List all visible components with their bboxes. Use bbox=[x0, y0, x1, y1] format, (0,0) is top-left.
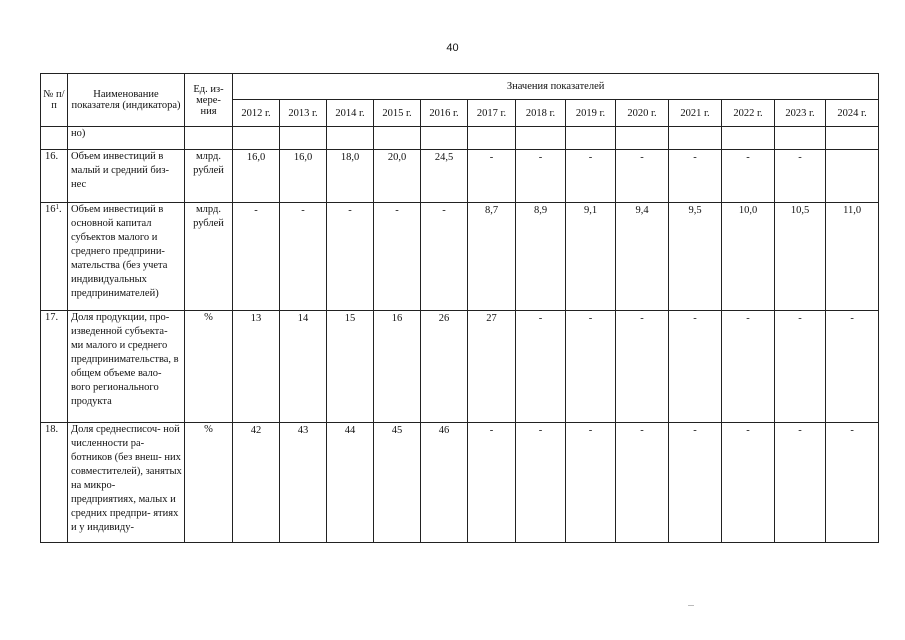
value-cell: 11,0 bbox=[826, 203, 879, 311]
indicators-table bbox=[40, 73, 879, 543]
value-cell: - bbox=[775, 311, 826, 423]
value-cell bbox=[327, 127, 374, 150]
header-unit: Ед. из- мере- ния bbox=[185, 74, 233, 127]
value-cell: 14 bbox=[280, 311, 327, 423]
header-year: 2023 г. bbox=[775, 100, 826, 127]
indicator-unit: % bbox=[185, 423, 233, 543]
value-cell: - bbox=[616, 311, 669, 423]
header-year: 2022 г. bbox=[722, 100, 775, 127]
header-year: 2013 г. bbox=[280, 100, 327, 127]
value-cell: - bbox=[826, 423, 879, 543]
indicator-name: Объем инвестиций в малый и средний биз- нес bbox=[68, 150, 185, 203]
indicator-unit: % bbox=[185, 311, 233, 423]
indicator-name: Объем инвестиций в основной капитал субъектов малого и среднего предприни- мательства (без учета индивидуальных предпринимателей) bbox=[68, 203, 185, 311]
value-cell: 10,0 bbox=[722, 203, 775, 311]
value-cell bbox=[421, 127, 468, 150]
value-cell bbox=[233, 127, 280, 150]
row-number: 16. bbox=[41, 150, 68, 203]
value-cell bbox=[374, 127, 421, 150]
table-row bbox=[41, 423, 879, 543]
value-cell: 18,0 bbox=[327, 150, 374, 203]
value-cell: 26 bbox=[421, 311, 468, 423]
value-cell: 8,9 bbox=[516, 203, 566, 311]
row-number: 17. bbox=[41, 311, 68, 423]
header-year: 2019 г. bbox=[566, 100, 616, 127]
header-year: 2017 г. bbox=[468, 100, 516, 127]
value-cell: - bbox=[233, 203, 280, 311]
table-row bbox=[41, 127, 879, 150]
value-cell: - bbox=[516, 423, 566, 543]
value-cell: - bbox=[566, 311, 616, 423]
value-cell bbox=[616, 127, 669, 150]
value-cell: - bbox=[468, 150, 516, 203]
header-year: 2021 г. bbox=[669, 100, 722, 127]
table-row bbox=[41, 150, 879, 203]
value-cell: - bbox=[374, 203, 421, 311]
row-number: 18. bbox=[41, 423, 68, 543]
value-cell: 16,0 bbox=[233, 150, 280, 203]
header-year: 2014 г. bbox=[327, 100, 374, 127]
value-cell: - bbox=[775, 423, 826, 543]
header-year: 2020 г. bbox=[616, 100, 669, 127]
value-cell bbox=[468, 127, 516, 150]
header-year: 2012 г. bbox=[233, 100, 280, 127]
indicator-name: но) bbox=[68, 127, 185, 150]
value-cell: 24,5 bbox=[421, 150, 468, 203]
value-cell bbox=[280, 127, 327, 150]
indicator-name: Доля продукции, про- изведенной субъекта- ми малого и среднего предпринимательства, в общем объеме вало- вого регионального продукта bbox=[68, 311, 185, 423]
value-cell bbox=[669, 127, 722, 150]
value-cell: - bbox=[669, 150, 722, 203]
value-cell: - bbox=[775, 150, 826, 203]
value-cell: 43 bbox=[280, 423, 327, 543]
indicator-unit bbox=[185, 127, 233, 150]
header-num: № п/п bbox=[41, 74, 68, 127]
header-year: 2015 г. bbox=[374, 100, 421, 127]
value-cell: - bbox=[327, 203, 374, 311]
value-cell: - bbox=[722, 150, 775, 203]
table-row bbox=[41, 311, 879, 423]
value-cell: 13 bbox=[233, 311, 280, 423]
value-cell: 27 bbox=[468, 311, 516, 423]
value-cell: 9,4 bbox=[616, 203, 669, 311]
header-year: 2018 г. bbox=[516, 100, 566, 127]
value-cell: 45 bbox=[374, 423, 421, 543]
value-cell: 44 bbox=[327, 423, 374, 543]
value-cell: - bbox=[669, 311, 722, 423]
value-cell bbox=[516, 127, 566, 150]
value-cell: - bbox=[566, 150, 616, 203]
value-cell: - bbox=[516, 150, 566, 203]
value-cell: - bbox=[280, 203, 327, 311]
value-cell: 16,0 bbox=[280, 150, 327, 203]
value-cell bbox=[826, 150, 879, 203]
header-values: Значения показателей bbox=[233, 74, 879, 100]
value-cell bbox=[775, 127, 826, 150]
value-cell: - bbox=[566, 423, 616, 543]
indicator-name: Доля среднесписоч- ной численности ра- ботников (без внеш- них совместителей), занятых на микро- предприятиях, малых и средних предпри- ятиях и у индивиду- bbox=[68, 423, 185, 543]
header-year: 2024 г. bbox=[826, 100, 879, 127]
scan-speck bbox=[688, 605, 694, 606]
value-cell: 42 bbox=[233, 423, 280, 543]
value-cell: 16 bbox=[374, 311, 421, 423]
value-cell: - bbox=[421, 203, 468, 311]
indicator-unit: млрд. рублей bbox=[185, 150, 233, 203]
indicator-unit: млрд. рублей bbox=[185, 203, 233, 311]
value-cell: - bbox=[722, 311, 775, 423]
value-cell: 15 bbox=[327, 311, 374, 423]
value-cell: 46 bbox=[421, 423, 468, 543]
value-cell: 9,1 bbox=[566, 203, 616, 311]
value-cell: - bbox=[468, 423, 516, 543]
value-cell bbox=[566, 127, 616, 150]
table-row bbox=[41, 203, 879, 311]
value-cell: 10,5 bbox=[775, 203, 826, 311]
header-year: 2016 г. bbox=[421, 100, 468, 127]
value-cell bbox=[722, 127, 775, 150]
value-cell: - bbox=[669, 423, 722, 543]
value-cell: - bbox=[616, 150, 669, 203]
value-cell bbox=[826, 127, 879, 150]
value-cell: - bbox=[516, 311, 566, 423]
value-cell: 8,7 bbox=[468, 203, 516, 311]
value-cell: - bbox=[826, 311, 879, 423]
row-number: $16^1$. bbox=[41, 203, 68, 311]
page-number: 40 bbox=[446, 42, 459, 54]
value-cell: - bbox=[722, 423, 775, 543]
header-name: Наименование показателя (индикатора) bbox=[68, 74, 185, 127]
value-cell: 9,5 bbox=[669, 203, 722, 311]
value-cell: - bbox=[616, 423, 669, 543]
value-cell: 20,0 bbox=[374, 150, 421, 203]
row-number bbox=[41, 127, 68, 150]
